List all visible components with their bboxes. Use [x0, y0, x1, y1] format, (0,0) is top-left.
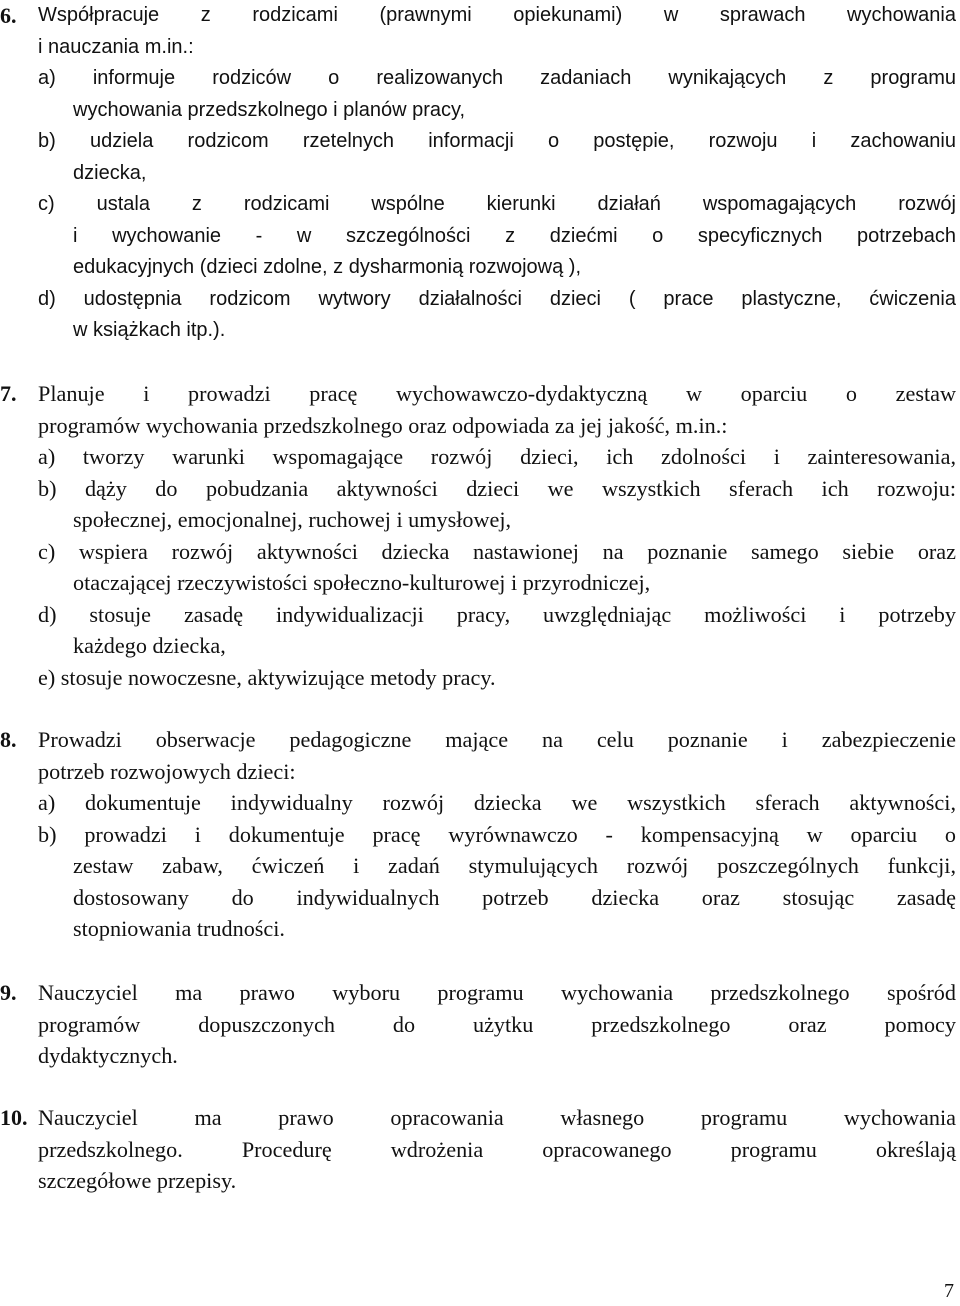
text-line: otaczającej rzeczywistości społeczno-kulturowej i przyrodniczej,	[73, 570, 651, 595]
text-line: dostosowany do indywidualnych potrzeb dziecka oraz stosując zasadę	[73, 884, 956, 910]
text-line: a) tworzy warunki wspomagające rozwój dzieci, ich zdolności i zainteresowania,	[38, 444, 956, 469]
text-line: programów dopuszczonych do użytku przedszkolnego oraz pomocy	[38, 1011, 956, 1037]
page-number: 7	[944, 1280, 954, 1302]
text-line: Prowadzi obserwacje pedagogiczne mające na celu poznanie i zabezpieczenie	[38, 727, 956, 752]
text-line: programów wychowania przedszkolnego oraz odpowiada za jej jakość, m.in.:	[38, 412, 728, 438]
text-line: a) informuje rodziców o realizowanych zadaniach wynikających z programu	[38, 67, 956, 89]
text-line: edukacyjnych (dzieci zdolne, z dysharmonią rozwojową ),	[73, 256, 582, 278]
section-6	[0, 0, 960, 347]
text-line: przedszkolnego. Procedurę wdrożenia opracowanego programu określają	[38, 1136, 956, 1162]
section-number: 7.	[0, 381, 17, 406]
text-line: dziecka,	[73, 161, 147, 184]
text-line: b) dąży do pobudzania aktywności dzieci we wszystkich sferach ich rozwoju:	[38, 475, 956, 501]
text-line: i nauczania m.in.:	[38, 35, 194, 58]
text-line: b) udziela rodzicom rzetelnych informacji o postępie, rozwoju i zachowaniu	[38, 130, 956, 152]
text-line: i wychowanie - w szczególności z dziećmi o specyficznych potrzebach	[73, 224, 956, 247]
text-line: d) stosuje zasadę indywidualizacji pracy, uwzględniając możliwości i potrzeby	[38, 601, 956, 627]
text-line: Nauczyciel ma prawo opracowania własnego programu wychowania	[38, 1105, 956, 1130]
section-10	[0, 1102, 960, 1197]
text-line: c) ustala z rodzicami wspólne kierunki działań wspomagających rozwój	[38, 193, 956, 215]
text-line: potrzeb rozwojowych dzieci:	[38, 758, 296, 784]
text-line: Nauczyciel ma prawo wyboru programu wychowania przedszkolnego spośród	[38, 980, 956, 1005]
text-line: wychowania przedszkolnego i planów pracy,	[73, 98, 466, 121]
section-8	[0, 724, 960, 945]
text-line: c) wspiera rozwój aktywności dziecka nastawionej na poznanie samego siebie oraz	[38, 538, 956, 564]
section-number: 8.	[0, 727, 17, 752]
section-number: 10.	[0, 1105, 28, 1130]
text-line: Współpracuje z rodzicami (prawnymi opiekunami) w sprawach wychowania	[38, 4, 956, 26]
text-line: szczegółowe przepisy.	[38, 1168, 237, 1193]
text-line: zestaw zabaw, ćwiczeń i zadań stymulujących rozwój poszczególnych funkcji,	[73, 853, 956, 878]
section-7	[0, 378, 960, 693]
text-line: a) dokumentuje indywidualny rozwój dziecka we wszystkich sferach aktywności,	[38, 790, 956, 815]
text-line: w książkach itp.).	[73, 319, 226, 341]
section-9	[0, 977, 960, 1072]
text-line: dydaktycznych.	[38, 1043, 178, 1068]
text-line: społecznej, emocjonalnej, ruchowej i umysłowej,	[73, 507, 512, 532]
text-line: d) udostępnia rodzicom wytwory działalności dzieci ( prace plastyczne, ćwiczenia	[38, 287, 956, 310]
text-line: Planuje i prowadzi pracę wychowawczo-dydaktyczną w oparciu o zestaw	[38, 381, 956, 406]
text-line: b) prowadzi i dokumentuje pracę wyrównawczo - kompensacyjną w oparciu o	[38, 821, 956, 847]
section-number: 6.	[0, 3, 17, 28]
text-line: każdego dziecka,	[73, 633, 226, 658]
text-line: e) stosuje nowoczesne, aktywizujące metody pracy.	[38, 664, 496, 690]
section-number: 9.	[0, 980, 17, 1005]
text-line: stopniowania trudności.	[73, 916, 285, 941]
